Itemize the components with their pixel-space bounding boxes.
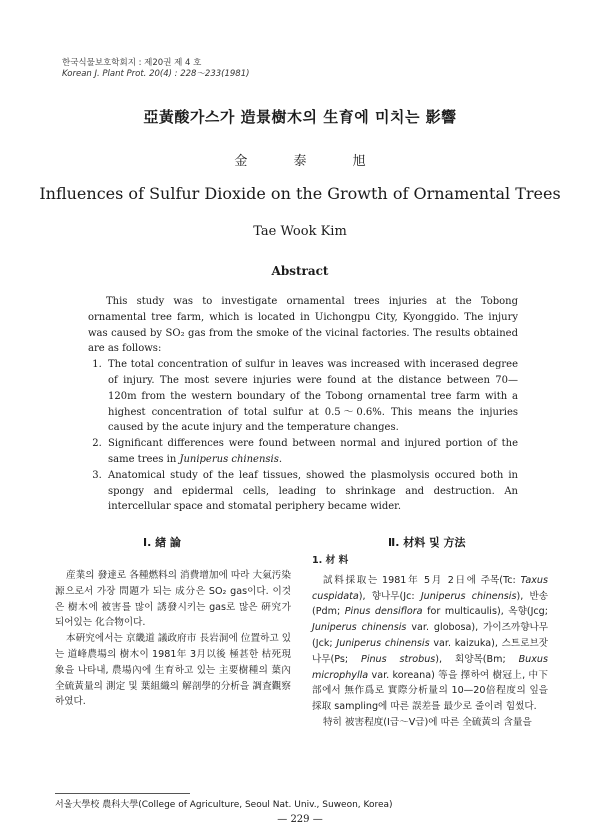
abstract-result-1: 1. The total concentration of sulfur in leaves was increased with incerased degree of injury. The most severe injuries were found at the distance between 70—120m from the western boundary of the Tobong ornamental tree farm with a highest concentration of total sulfur at 0.5～0.6%. This means the injuries caused by the acute injury and the temperature changes. (105, 357, 518, 436)
abstract-body (88, 294, 518, 515)
section-1-heading: Ⅰ. 緖 論 (143, 536, 181, 549)
materials-paragraph-2: 特히 被害程度(Ⅰ급～Ⅴ급)에 따른 全硫黃의 含量을 (323, 716, 532, 728)
abstract-intro: This study was to investigate ornamental trees injuries at the Tobong ornamental tree farm, which is located in Uichongpu City, Kyonggido. The injury was caused by SO₂ gas from the smoke of the vicinal factories. The results obtained are as follows: (88, 296, 518, 355)
species-name: Juniperus chinensis (420, 590, 517, 602)
korean-author: 金 泰 旭 (234, 154, 366, 169)
journal-citation-korean: 한국식물보호학회지 : 제20권 제 4 호 (62, 58, 202, 68)
section-2-body (312, 553, 548, 731)
section-1-paragraph-1: 産業의 發達로 各種燃料의 消費增加에 따라 大氣汚染源으로서 가장 問題가 되는 成分은 SO₂ gas이다. 이것은 樹木에 被害를 많이 誘發시키는 gas로 많은 硏究가 되어있는 化合物이다. (55, 570, 291, 629)
korean-title: 亞黃酸가스가 造景樹木의 生育에 미치는 影響 (143, 108, 457, 126)
section-1-paragraph-2: 本硏究에서는 京畿道 議政府市 長岩洞에 位置하고 있는 道峰農場의 樹木이 1981年 3月以後 極甚한 枯死現象을 나타내, 農場內에 生育하고 있는 主要樹種의 葉內全硫黃量의 測定 및 葉組織의 解剖學的分析을 調査觀察하였다. (55, 633, 291, 708)
journal-citation (62, 58, 249, 80)
text-run: 試料採取는 1981年 5月 2日에 주목(Tc: (323, 574, 521, 586)
section-1-body (55, 568, 291, 710)
english-author: Tae Wook Kim (253, 224, 347, 239)
species-name: Juniperus chinensis (336, 637, 430, 649)
abstract-heading: Abstract (271, 264, 329, 278)
species-name: Buxus microphylla (312, 653, 548, 681)
english-title: Influences of Sulfur Dioxide on the Growth of Ornamental Trees (39, 184, 561, 203)
abstract-results-list (88, 357, 518, 515)
abstract-result-3: 3. Anatomical study of the leaf tissues, showed the plasmolysis occured both in spongy and epidermal cells, leading to shrinkage and destruction. An intercellular space and stomatal periphery became wider. (105, 468, 518, 515)
text-run: var. globosa), 가이즈까향나무(Jck; (312, 622, 549, 649)
species-name: Pinus strobus (361, 653, 436, 665)
abstract-result-2-text: Significant differences were found between normal and injured portion of the same trees in (108, 438, 518, 465)
text-run: ), 회양목(Bm; (435, 653, 519, 665)
materials-paragraph-1 (312, 573, 548, 715)
abstract-result-2-species: Juniperus chinensis. (179, 453, 283, 465)
section-2-heading: Ⅱ. 材料 및 方法 (388, 536, 466, 549)
text-run: for multicaulis), 옥향(Jcg; (422, 606, 548, 618)
abstract-result-2 (105, 436, 518, 468)
text-run: var. koreana) 等을 擇하여 樹冠上, 中下部에서 無作爲로 實際分析量의 10—20倍程度의 잎을 採取 sampling에 따른 誤差를 最少로 줄이려 힘썼다. (312, 669, 548, 713)
materials-subheading: 1. 材 料 (312, 555, 349, 566)
page-number: — 229 — (277, 814, 323, 825)
affiliation-footnote: 서울大學校 農科大學(College of Agriculture, Seoul Nat. Univ., Suweon, Korea) (55, 800, 393, 810)
journal-citation-english: Korean J. Plant Prot. 20(4) : 228～233(1981) (62, 69, 250, 79)
text-run: ), 반송(Pdm; (312, 590, 548, 618)
species-name: Juniperus chinensis (312, 622, 407, 634)
text-run: var. kaizuka), 스트로브잣나무(Ps; (312, 637, 549, 665)
footnote-rule (55, 793, 190, 794)
species-name: Taxus cuspidata (312, 574, 548, 602)
species-name: Pinus densiflora (344, 606, 423, 618)
text-run: ), 향나무(Jc: (358, 590, 421, 602)
